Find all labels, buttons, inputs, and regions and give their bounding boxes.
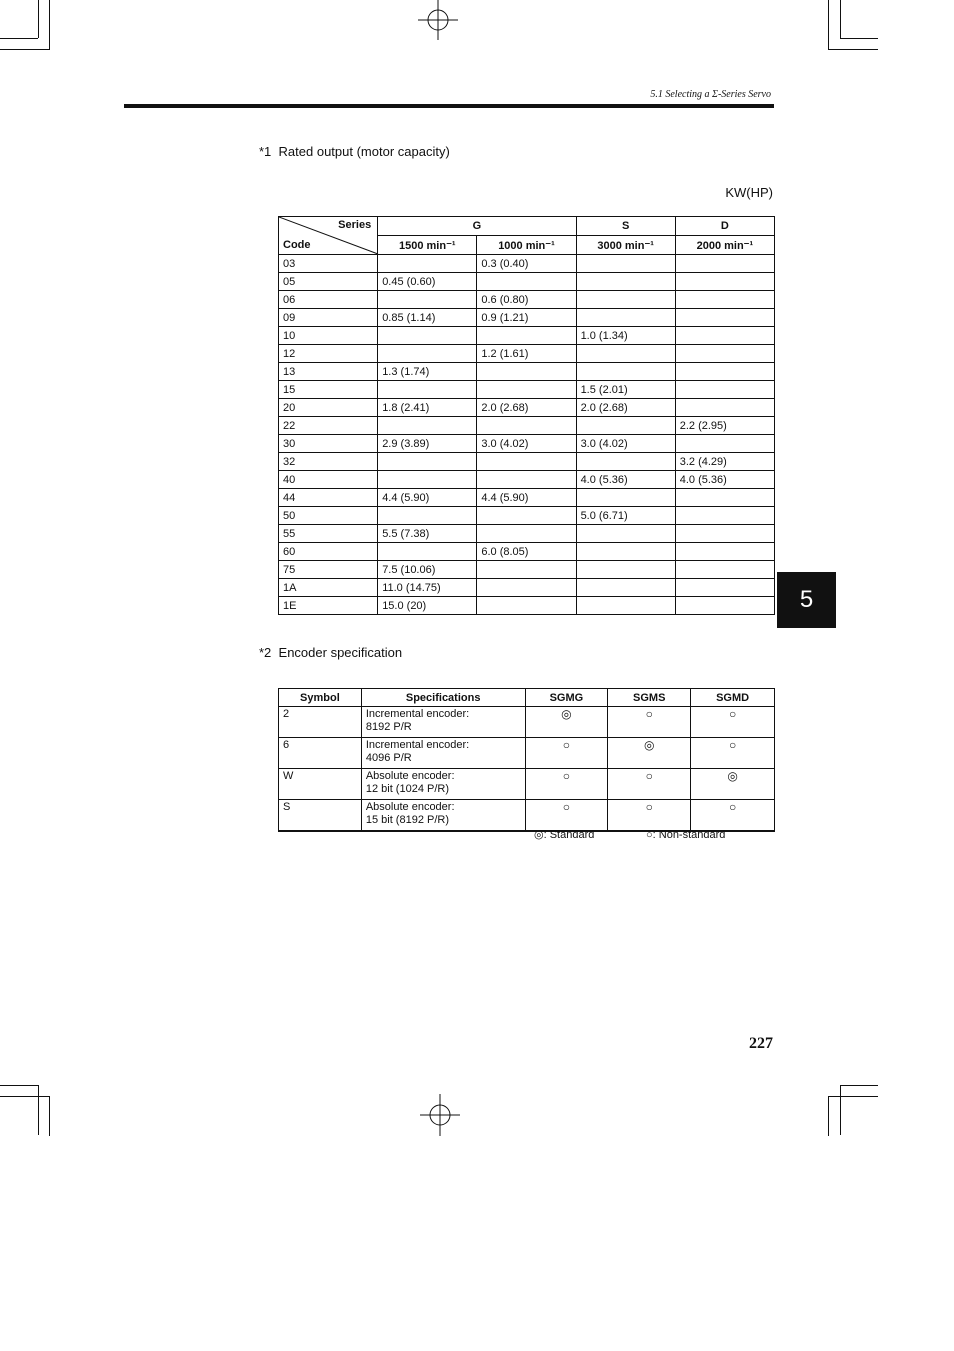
- table-row: [279, 381, 775, 399]
- legend-nonstandard: ○: Non-standard: [646, 829, 726, 841]
- column-header: Symbol: [279, 689, 362, 707]
- table-row: [279, 489, 775, 507]
- capacity-cell: [675, 345, 774, 363]
- capacity-cell: [675, 543, 774, 561]
- capacity-cell: 0.9 (1.21): [477, 309, 576, 327]
- table-row: [279, 525, 775, 543]
- note-marker: *1: [259, 144, 272, 159]
- code-cell: 75: [279, 561, 378, 579]
- availability-mark: ○: [608, 707, 691, 738]
- capacity-cell: [576, 309, 675, 327]
- capacity-cell: [378, 471, 477, 489]
- rated-output-table: [278, 216, 775, 615]
- capacity-cell: [675, 435, 774, 453]
- crop-mark: [828, 1096, 878, 1097]
- availability-mark: ○: [608, 800, 691, 832]
- code-cell: 03: [279, 255, 378, 273]
- column-header: SGMS: [608, 689, 691, 707]
- spec-line: 4096 P/R: [365, 752, 412, 764]
- crop-mark: [49, 1096, 50, 1136]
- capacity-cell: 6.0 (8.05): [477, 543, 576, 561]
- capacity-cell: [477, 453, 576, 471]
- rated-output-note: [259, 144, 450, 159]
- spec-line: Incremental encoder:: [365, 739, 470, 751]
- capacity-cell: 3.0 (4.02): [477, 435, 576, 453]
- code-cell: 05: [279, 273, 378, 291]
- code-cell: 10: [279, 327, 378, 345]
- capacity-cell: [576, 273, 675, 291]
- capacity-cell: 2.9 (3.89): [378, 435, 477, 453]
- capacity-cell: [378, 255, 477, 273]
- capacity-cell: 4.0 (5.36): [675, 471, 774, 489]
- registration-mark-icon: [420, 1094, 460, 1136]
- capacity-cell: [378, 507, 477, 525]
- note-title: Encoder specification: [278, 645, 403, 660]
- capacity-cell: [378, 381, 477, 399]
- capacity-cell: [576, 417, 675, 435]
- capacity-cell: 0.6 (0.80): [477, 291, 576, 309]
- spec-cell: [361, 800, 525, 832]
- capacity-cell: 7.5 (10.06): [378, 561, 477, 579]
- availability-mark: ○: [691, 800, 775, 832]
- capacity-cell: [477, 327, 576, 345]
- spec-line: 8192 P/R: [365, 721, 412, 733]
- spec-cell: [361, 707, 525, 738]
- table-row: [279, 543, 775, 561]
- capacity-cell: [477, 525, 576, 543]
- encoder-spec-table: [278, 688, 775, 832]
- symbol-cell: 2: [279, 707, 362, 738]
- series-header-s: S: [576, 217, 675, 236]
- encoder-note: [259, 645, 402, 660]
- capacity-cell: 1.3 (1.74): [378, 363, 477, 381]
- table-row: [279, 255, 775, 273]
- table-row: [279, 800, 775, 832]
- capacity-cell: [576, 543, 675, 561]
- spec-line: 12 bit (1024 P/R): [365, 783, 449, 795]
- capacity-cell: 5.0 (6.71): [576, 507, 675, 525]
- code-cell: 55: [279, 525, 378, 543]
- crop-mark: [828, 49, 878, 50]
- table-row: [279, 417, 775, 435]
- capacity-cell: [576, 453, 675, 471]
- capacity-cell: [477, 579, 576, 597]
- availability-mark: ○: [525, 738, 608, 769]
- capacity-cell: [576, 579, 675, 597]
- capacity-cell: [675, 489, 774, 507]
- capacity-cell: 0.3 (0.40): [477, 255, 576, 273]
- availability-mark: ◎: [691, 769, 775, 800]
- capacity-cell: 15.0 (20): [378, 597, 477, 615]
- crop-mark: [38, 1085, 39, 1135]
- capacity-cell: [675, 597, 774, 615]
- capacity-cell: 2.0 (2.68): [477, 399, 576, 417]
- crop-mark: [828, 0, 829, 50]
- crop-mark: [0, 38, 38, 39]
- spec-line: Absolute encoder:: [365, 801, 455, 813]
- capacity-cell: 3.0 (4.02): [576, 435, 675, 453]
- capacity-cell: [675, 273, 774, 291]
- capacity-cell: [675, 525, 774, 543]
- table-row: [279, 273, 775, 291]
- code-cell: 50: [279, 507, 378, 525]
- capacity-cell: [675, 381, 774, 399]
- crop-mark: [49, 0, 50, 50]
- page-number: 227: [749, 1035, 773, 1052]
- series-code-header-cell: [279, 217, 378, 255]
- capacity-cell: [675, 291, 774, 309]
- capacity-cell: 4.0 (5.36): [576, 471, 675, 489]
- symbol-cell: S: [279, 800, 362, 832]
- column-header: Specifications: [361, 689, 525, 707]
- capacity-cell: [477, 597, 576, 615]
- code-cell: 15: [279, 381, 378, 399]
- code-label: Code: [283, 239, 311, 251]
- capacity-cell: [576, 363, 675, 381]
- capacity-cell: [477, 417, 576, 435]
- code-cell: 13: [279, 363, 378, 381]
- table-row: [279, 597, 775, 615]
- capacity-cell: [378, 345, 477, 363]
- crop-mark: [840, 1085, 841, 1135]
- capacity-cell: [675, 579, 774, 597]
- column-header: SGMD: [691, 689, 775, 707]
- crop-mark: [840, 38, 878, 39]
- table-row: [279, 579, 775, 597]
- capacity-cell: [378, 543, 477, 561]
- symbol-cell: W: [279, 769, 362, 800]
- availability-mark: ○: [608, 769, 691, 800]
- chapter-tab: 5: [777, 572, 836, 628]
- code-cell: 12: [279, 345, 378, 363]
- table-row: [279, 707, 775, 738]
- note-marker: *2: [259, 645, 272, 660]
- code-cell: 09: [279, 309, 378, 327]
- availability-mark: ○: [525, 800, 608, 832]
- speed-header: 2000 min⁻¹: [675, 236, 774, 255]
- capacity-cell: [576, 291, 675, 309]
- capacity-cell: [576, 345, 675, 363]
- capacity-cell: [477, 561, 576, 579]
- capacity-cell: 1.0 (1.34): [576, 327, 675, 345]
- code-cell: 60: [279, 543, 378, 561]
- capacity-cell: [675, 561, 774, 579]
- capacity-cell: 0.45 (0.60): [378, 273, 477, 291]
- table-row: [279, 309, 775, 327]
- capacity-cell: [477, 381, 576, 399]
- crop-mark: [840, 0, 841, 38]
- capacity-cell: [576, 489, 675, 507]
- capacity-cell: [378, 327, 477, 345]
- capacity-cell: [378, 291, 477, 309]
- code-cell: 32: [279, 453, 378, 471]
- table-row: [279, 769, 775, 800]
- table-row: [279, 399, 775, 417]
- capacity-cell: [675, 363, 774, 381]
- header-rule: [124, 104, 774, 108]
- unit-label: KW(HP): [725, 185, 773, 200]
- capacity-cell: 11.0 (14.75): [378, 579, 477, 597]
- capacity-cell: 2.0 (2.68): [576, 399, 675, 417]
- code-cell: 06: [279, 291, 378, 309]
- availability-mark: ◎: [608, 738, 691, 769]
- code-cell: 30: [279, 435, 378, 453]
- speed-header: 1000 min⁻¹: [477, 236, 576, 255]
- capacity-cell: [477, 363, 576, 381]
- spec-cell: [361, 769, 525, 800]
- capacity-cell: [675, 255, 774, 273]
- section-header: 5.1 Selecting a Σ-Series Servo: [650, 89, 771, 100]
- table-row: [279, 345, 775, 363]
- series-header-d: D: [675, 217, 774, 236]
- capacity-cell: 4.4 (5.90): [378, 489, 477, 507]
- note-title: Rated output (motor capacity): [278, 144, 450, 159]
- capacity-cell: [675, 507, 774, 525]
- code-cell: 1E: [279, 597, 378, 615]
- table-row: [279, 363, 775, 381]
- capacity-cell: [477, 273, 576, 291]
- capacity-cell: 2.2 (2.95): [675, 417, 774, 435]
- capacity-cell: 1.5 (2.01): [576, 381, 675, 399]
- spec-line: Incremental encoder:: [365, 708, 470, 720]
- column-header: SGMG: [525, 689, 608, 707]
- capacity-cell: 3.2 (4.29): [675, 453, 774, 471]
- capacity-cell: [576, 597, 675, 615]
- series-header-g: G: [378, 217, 576, 236]
- symbol-cell: 6: [279, 738, 362, 769]
- capacity-cell: [576, 255, 675, 273]
- table-row: [279, 471, 775, 489]
- capacity-cell: [675, 327, 774, 345]
- spec-line: Absolute encoder:: [365, 770, 455, 782]
- code-cell: 1A: [279, 579, 378, 597]
- table-row: [279, 291, 775, 309]
- series-label: Series: [338, 219, 372, 231]
- capacity-cell: [576, 525, 675, 543]
- capacity-cell: [477, 471, 576, 489]
- capacity-cell: [378, 417, 477, 435]
- table-row: [279, 507, 775, 525]
- speed-header: 1500 min⁻¹: [378, 236, 477, 255]
- capacity-cell: 5.5 (7.38): [378, 525, 477, 543]
- capacity-cell: 1.2 (1.61): [477, 345, 576, 363]
- crop-mark: [38, 0, 39, 38]
- code-cell: 22: [279, 417, 378, 435]
- legend-standard: ◎: Standard: [534, 829, 595, 841]
- crop-mark: [0, 1085, 38, 1086]
- code-cell: 40: [279, 471, 378, 489]
- crop-mark: [0, 1096, 50, 1097]
- spec-line: 15 bit (8192 P/R): [365, 814, 449, 826]
- crop-mark: [0, 49, 50, 50]
- capacity-cell: [675, 309, 774, 327]
- capacity-cell: [477, 507, 576, 525]
- code-cell: 44: [279, 489, 378, 507]
- capacity-cell: [576, 561, 675, 579]
- capacity-cell: 1.8 (2.41): [378, 399, 477, 417]
- capacity-cell: [378, 453, 477, 471]
- registration-mark-icon: [418, 0, 458, 42]
- table-row: [279, 453, 775, 471]
- crop-mark: [840, 1085, 878, 1086]
- capacity-cell: 0.85 (1.14): [378, 309, 477, 327]
- spec-cell: [361, 738, 525, 769]
- table-row: [279, 327, 775, 345]
- code-cell: 20: [279, 399, 378, 417]
- availability-mark: ○: [691, 707, 775, 738]
- availability-mark: ◎: [525, 707, 608, 738]
- table-row: [279, 435, 775, 453]
- availability-mark: ○: [525, 769, 608, 800]
- table-row: [279, 561, 775, 579]
- table-row: [279, 738, 775, 769]
- capacity-cell: 4.4 (5.90): [477, 489, 576, 507]
- speed-header: 3000 min⁻¹: [576, 236, 675, 255]
- crop-mark: [828, 1096, 829, 1136]
- availability-mark: ○: [691, 738, 775, 769]
- capacity-cell: [675, 399, 774, 417]
